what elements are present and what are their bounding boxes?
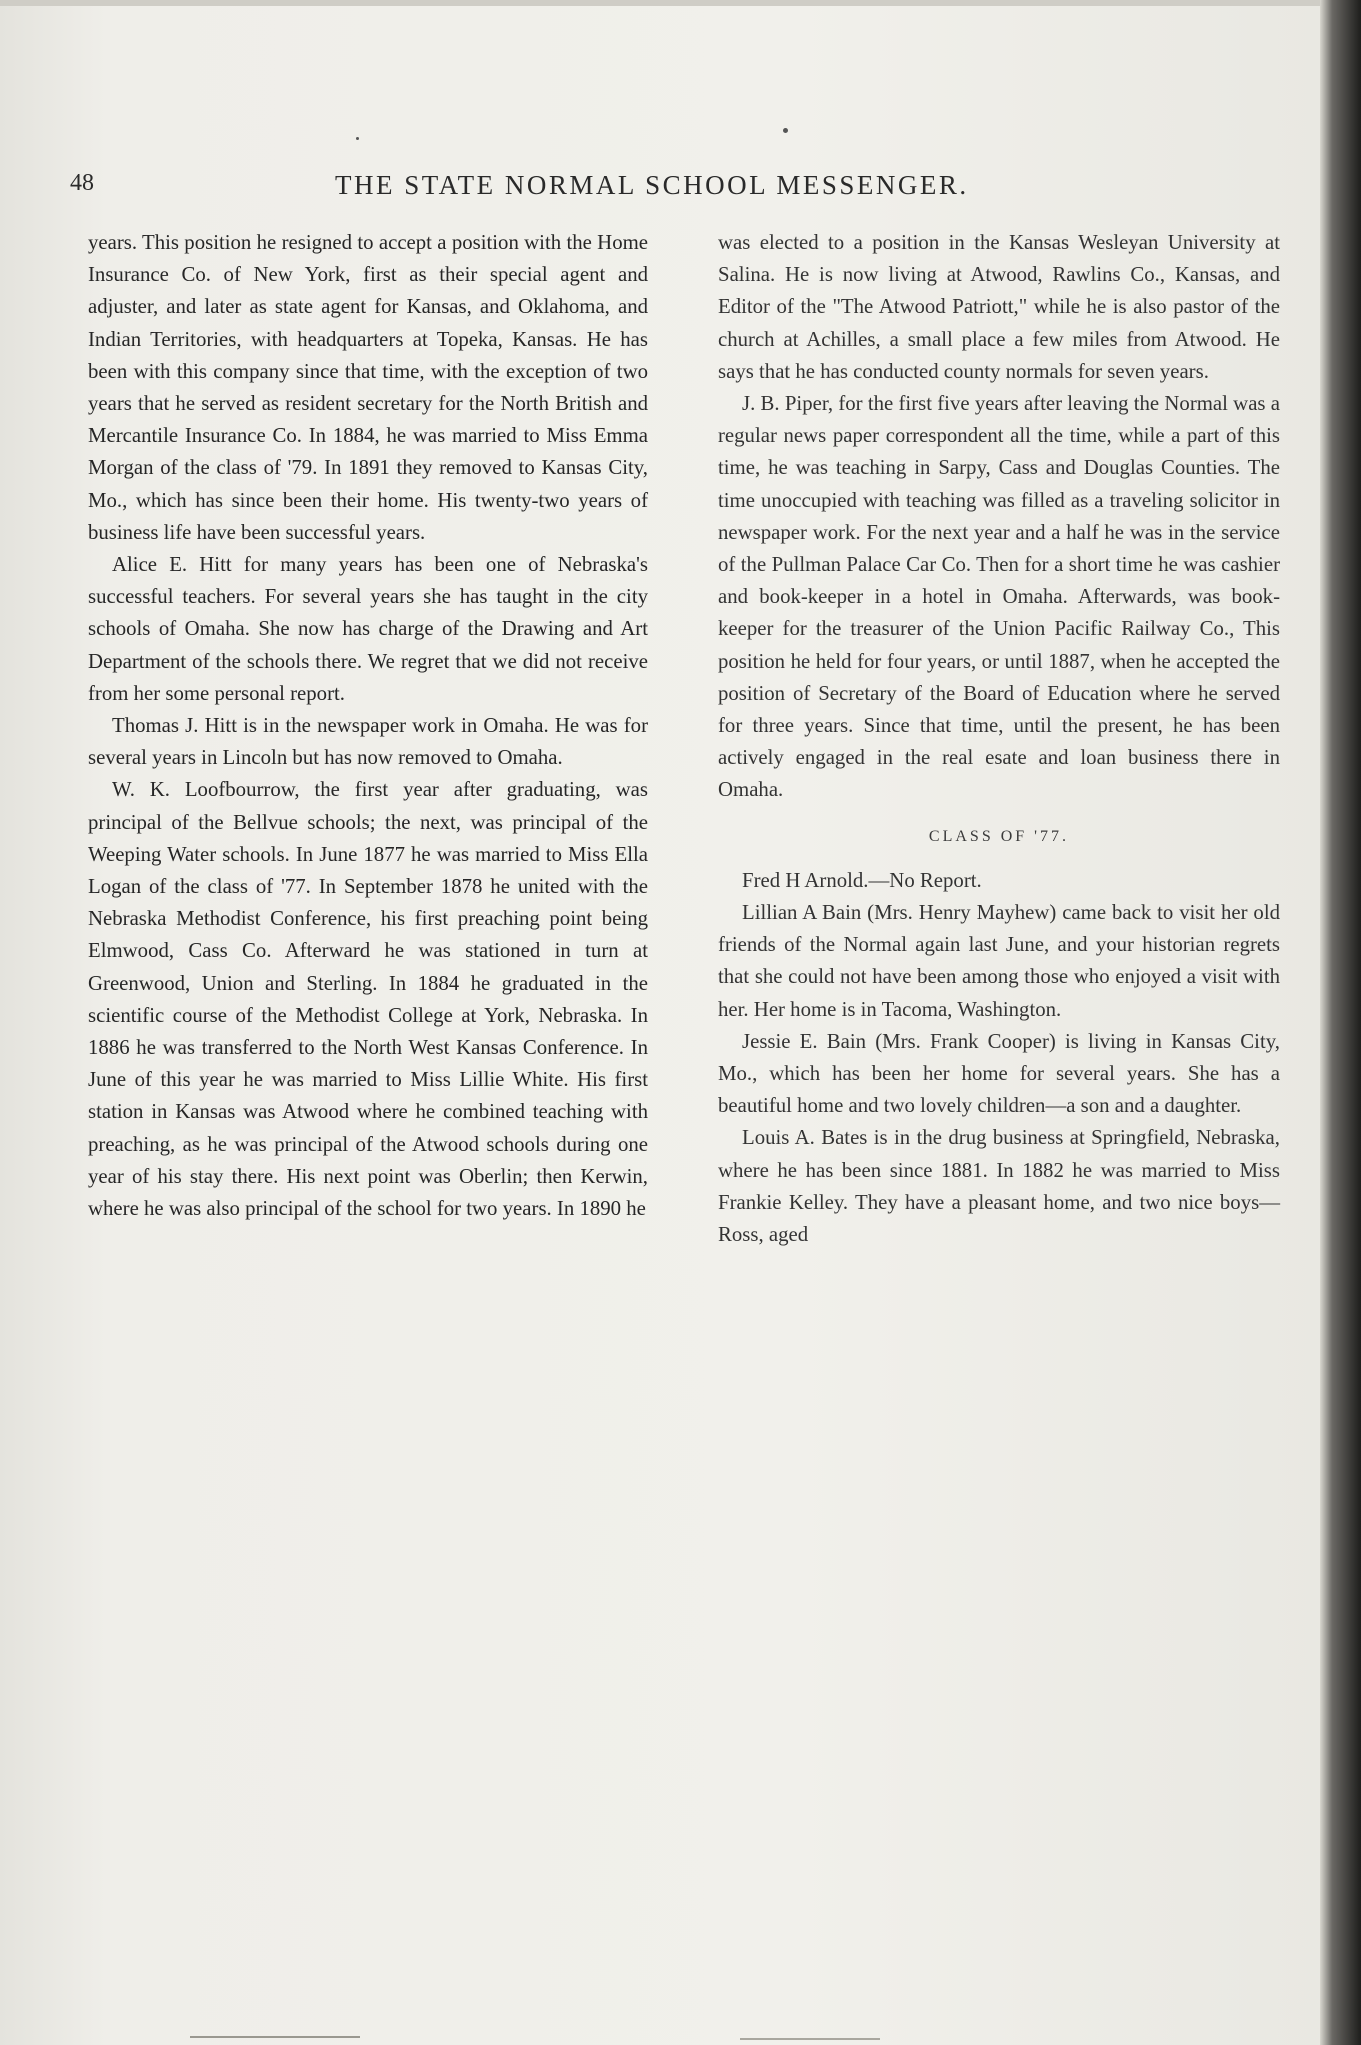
paragraph: was elected to a position in the Kansas Wesleyan University at Salina. He is now living at Atwood, Rawlins Co., Kansas, and Editor of the "The Atwood Patriott," while he is also pastor of the church at Achilles, a small place a few miles from Atwood. He says that he has conducted county normals for seven years. [718,231,1280,383]
page-number: 48 [70,170,94,196]
paragraph: Fred H Arnold.—No Report. [742,868,982,892]
paragraph: Lillian A Bain (Mrs. Henry Mayhew) came back to visit her old friends of the Normal again last June, and your historian regrets that she could not have been among those who enjoyed a visit with her. Her home is in Tacoma, Washington. [718,901,1280,1021]
paragraph: Thomas J. Hitt is in the newspaper work in Omaha. He was for several years in Lincoln but has now removed to Omaha. [88,714,648,770]
ink-speck [783,128,788,133]
footer-rule [190,2036,360,2038]
paragraph: years. This position he resigned to accept a position with the Home Insurance Co. of New York, first as their special agent and adjuster, and later as state agent for Kansas, and Oklahoma, and Indian Territories, with headquarters at Topeka, Kansas. He has been with this company since that time, with the exception of two years that he served as resident secretary for the North British and Mercantile Insurance Co. In 1884, he was married to Miss Emma Morgan of the class of '79. In 1891 they removed to Kansas City, Mo., which has since been their home. His twenty-two years of business life have been successful years. [88,231,648,544]
page-binding-shadow [1320,0,1361,2045]
page-top-edge [0,0,1325,6]
running-title: THE STATE NORMAL SCHOOL MESSENGER. [335,170,969,200]
section-heading: CLASS OF '77. [928,827,1070,845]
right-column [718,227,1280,1251]
left-column [88,227,648,1225]
paragraph: Louis A. Bates is in the drug business at Springfield, Nebraska, where he has been since 1881. In 1882 he was married to Miss Frankie Kelley. They have a pleasant home, and two nice boys—Ross, aged [718,1126,1280,1247]
paragraph: Jessie E. Bain (Mrs. Frank Cooper) is living in Kansas City, Mo., which has been her home for several years. She has a beautiful home and two lovely children—a son and a daughter. [718,1029,1280,1118]
paragraph: J. B. Piper, for the first five years after leaving the Normal was a regular news paper correspondent all the time, while a part of this time, he was teaching in Sarpy, Cass and Douglas Counties. The time unoccupied with teaching was filled as a traveling solicitor in newspaper work. For the next year and a half he was in the service of the Pullman Palace Car Co. Then for a short time he was cashier and book-keeper in a hotel in Omaha. Afterwards, was book-keeper for the treasurer of the Union Pacific Railway Co., This position he held for four years, or until 1887, when he accepted the position of Secretary of the Board of Education where he served for three years. Since that time, until the present, he has been actively engaged in the real esate and loan business there in Omaha. [718,392,1280,802]
page-header [70,170,1260,210]
ink-speck [356,137,359,140]
footer-rule [740,2038,880,2040]
paragraph: Alice E. Hitt for many years has been one of Nebraska's successful teachers. For several years she has taught in the city schools of Omaha. She now has charge of the Drawing and Art Department of the schools there. We regret that we did not receive from her some personal report. [88,553,648,705]
paragraph: W. K. Loofbourrow, the first year after graduating, was principal of the Bellvue schools; the next, was principal of the Weeping Water schools. In June 1877 he was married to Miss Ella Logan of the class of '77. In September 1878 he united with the Nebraska Methodist Conference, his first preaching point being Elmwood, Cass Co. Afterward he was stationed in turn at Greenwood, Union and Sterling. In 1884 he graduated in the scientific course of the Methodist College at York, Nebraska. In 1886 he was transferred to the North West Kansas Conference. In June of this year he was married to Miss Lillie White. His first station in Kansas was Atwood where he combined teaching with preaching, as he was principal of the Atwood schools during one year of his stay there. His next point was Oberlin; then Kerwin, where he was also principal of the school for two years. In 1890 he [88,778,648,1221]
